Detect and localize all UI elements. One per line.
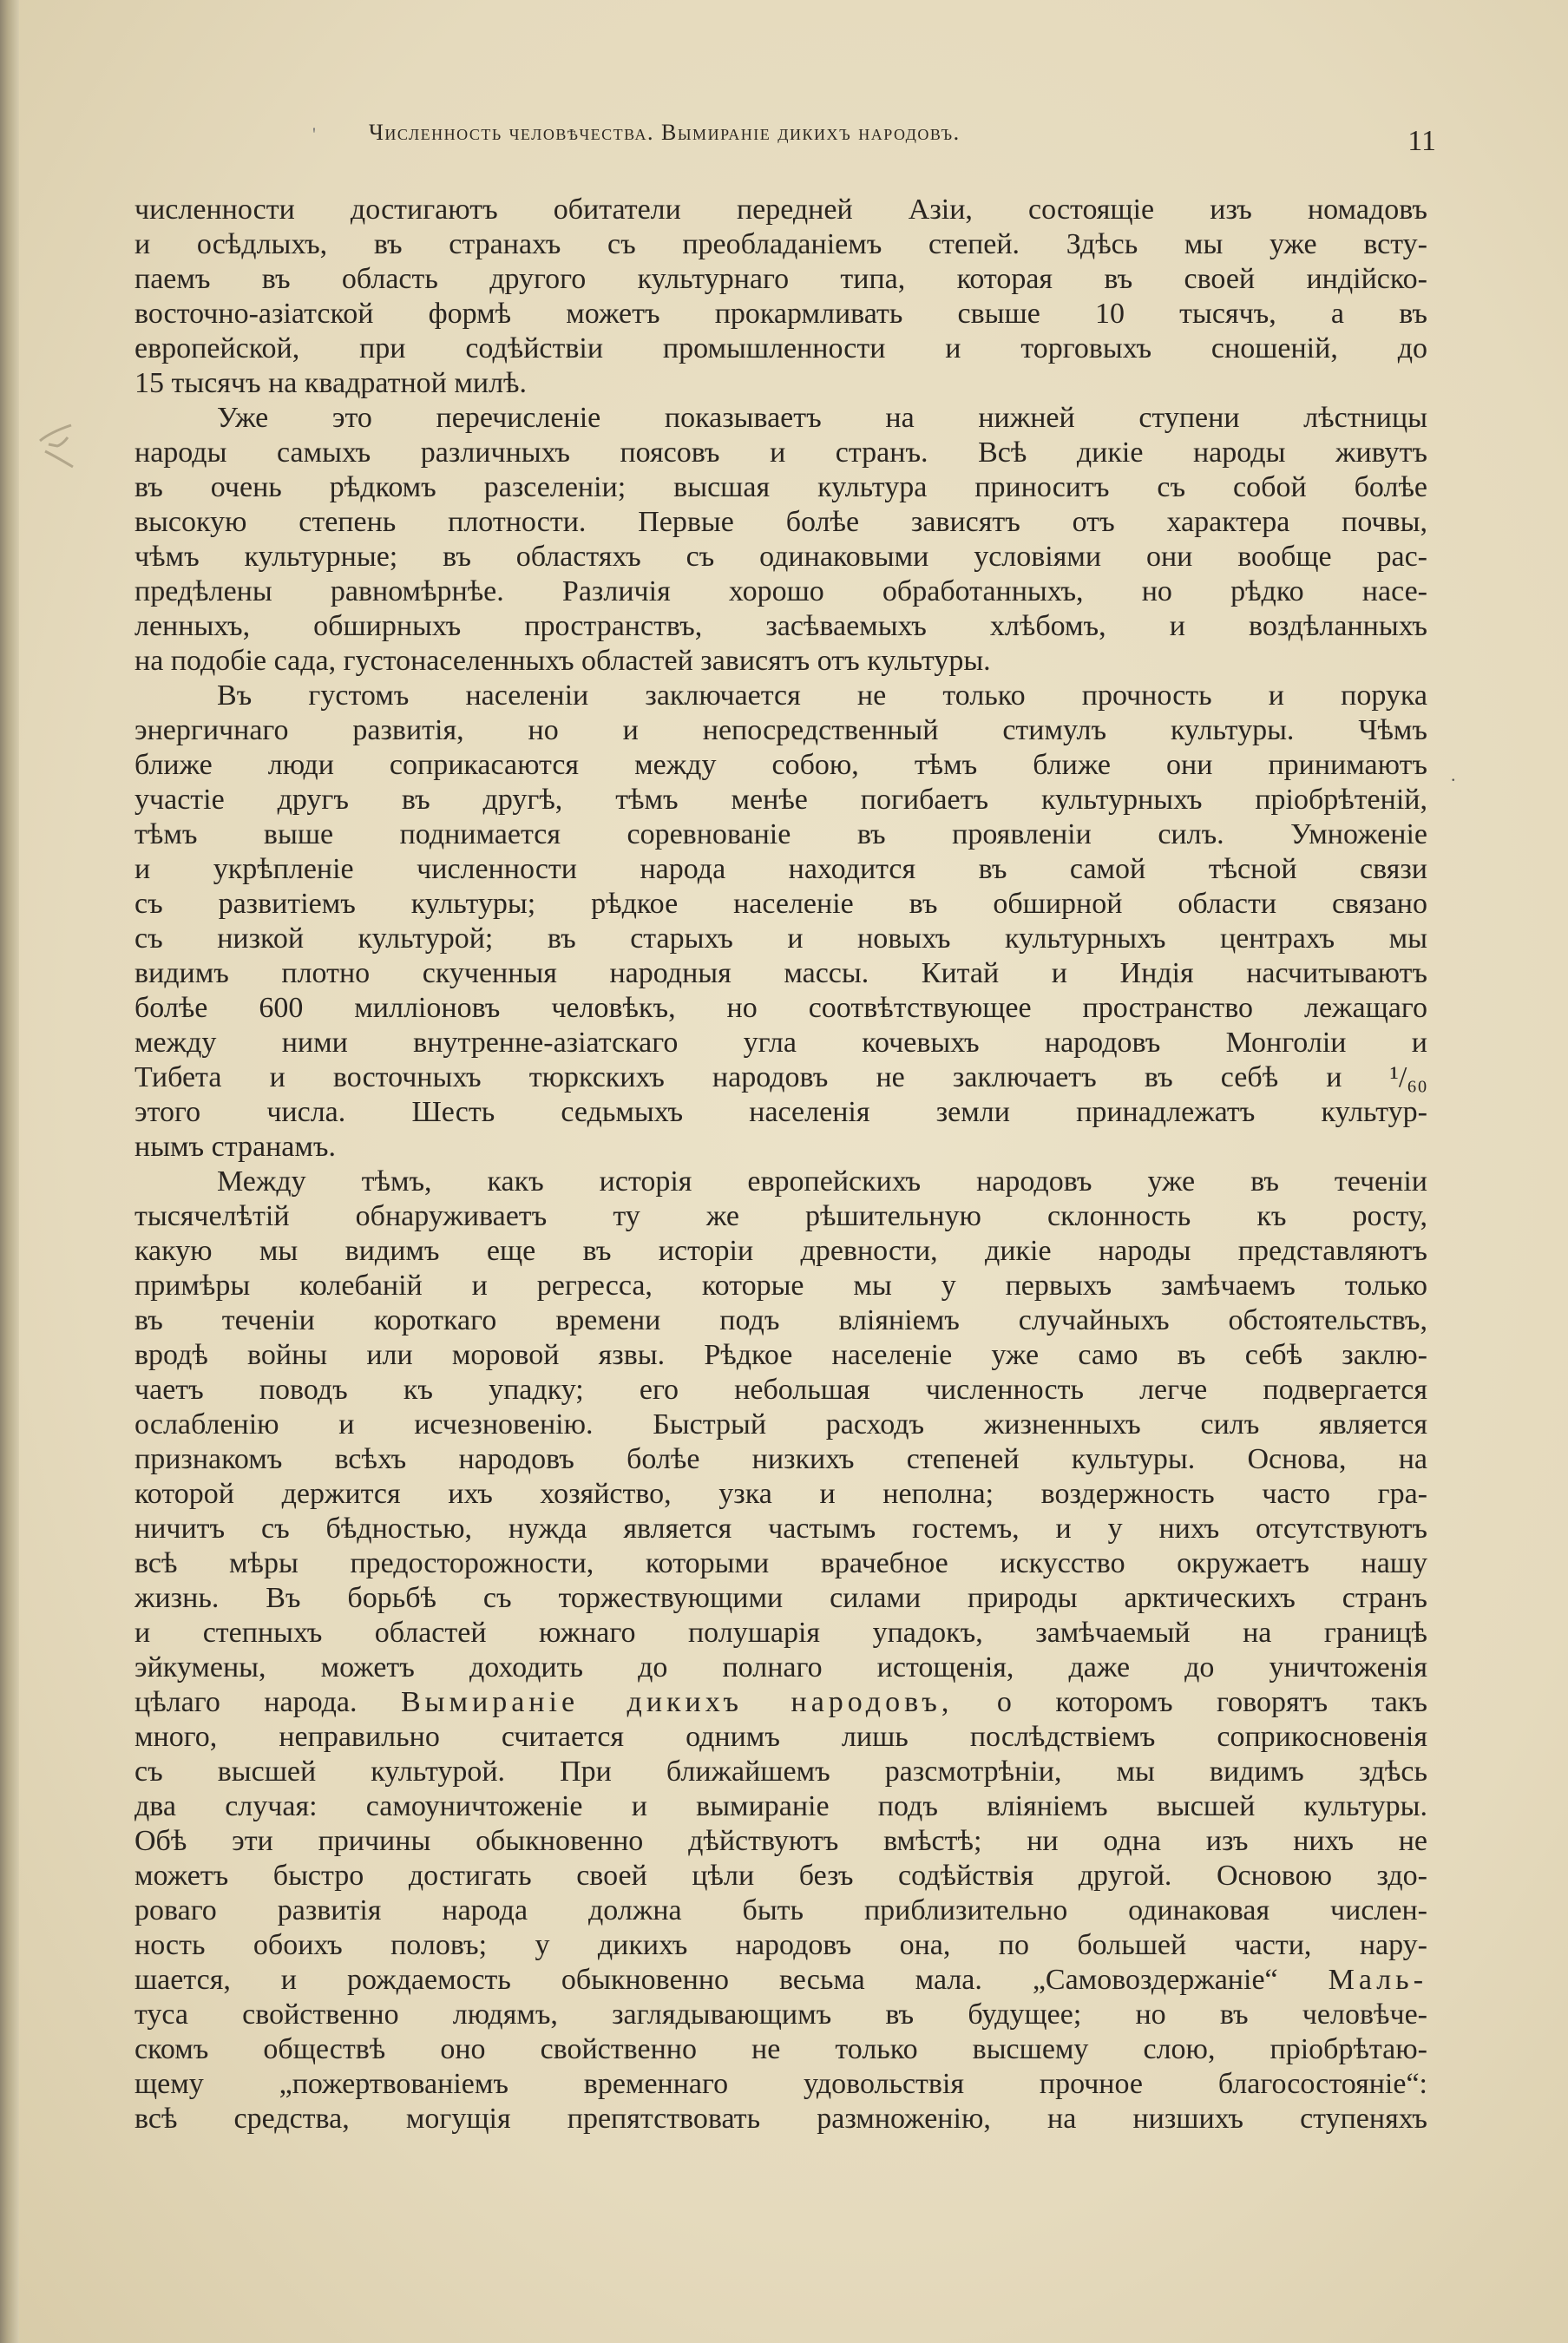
text-line: Уже это перечисленiе показываетъ на нижней ступени лѣстницы — [217, 402, 1427, 434]
text-line: ослабленiю и исчезновенiю. Быстрый расходъ жизненныхъ силъ является — [134, 1408, 1427, 1441]
text-line: всѣ средства, могущiя препятствовать размноженiю, на низшихъ ступеняхъ — [134, 2103, 1427, 2135]
text-line: всѣ мѣры предосторожности, которыми врачебное искусство окружаетъ нашу — [134, 1547, 1427, 1579]
text-line: два случая: самоуничтоженiе и вымиранiе подъ влiянiемъ высшей культуры. — [134, 1790, 1427, 1822]
text-line: туса свойственно людямъ, заглядывающимъ въ будущее; но въ человѣче- — [134, 1998, 1427, 2031]
text-line: примѣры колебанiй и регресса, которые мы у первыхъ замѣчаемъ только — [134, 1270, 1427, 1302]
text-line: жизнь. Въ борьбѣ съ торжествующими силами природы арктическихъ странъ — [134, 1582, 1427, 1614]
text-line: съ высшей культурой. При ближайшемъ разсмотрѣнiи, мы видимъ здѣсь — [134, 1756, 1427, 1788]
text-line: можетъ быстро достигать своей цѣли безъ содѣйствiя другой. Основою здо- — [134, 1860, 1427, 1892]
text-line: чаетъ поводъ къ упадку; его небольшая численность легче подвергается — [134, 1374, 1427, 1406]
text-line: и осѣдлыхъ, въ странахъ съ преобладанiемъ степей. Здѣсь мы уже всту- — [134, 228, 1427, 260]
text-line: паемъ въ область другого культурнаго типа, которая въ своей индiйско- — [134, 263, 1427, 295]
text-line: чѣмъ культурные; въ областяхъ съ одинаковыми условiями они вообще рас- — [134, 541, 1427, 573]
page-header — [134, 120, 1436, 172]
text-line-with-emphasis — [134, 1963, 1427, 1998]
text-line: Тибета и восточныхъ тюркскихъ народовъ не заключаетъ въ себѣ и ¹/₆₀ — [134, 1061, 1427, 1093]
page-number: 11 — [1407, 125, 1436, 157]
text-line: нымъ странамъ. — [134, 1131, 336, 1163]
paragraph-1 — [134, 193, 1427, 401]
text-line: и степныхъ областей южнаго полушарiя упадокъ, замѣчаемый на границѣ — [134, 1617, 1427, 1649]
page-binding-shadow — [0, 0, 19, 2343]
paragraph-3 — [134, 679, 1427, 1165]
text-line: признакомъ всѣхъ народовъ болѣе низкихъ степеней культуры. Основа, на — [134, 1443, 1427, 1475]
text-line: высокую степень плотности. Первые болѣе зависятъ отъ характера почвы, — [134, 506, 1427, 538]
text-line: Между тѣмъ, какъ исторiя европейскихъ народовъ уже въ теченiи — [217, 1165, 1427, 1198]
text-line: съ низкой культурой; въ старыхъ и новыхъ культурныхъ центрахъ мы — [134, 922, 1427, 955]
text-line: этого числа. Шесть седьмыхъ населенiя земли принадлежатъ культур- — [134, 1096, 1427, 1128]
page-body — [134, 193, 1427, 2136]
text-line: съ развитiемъ культуры; рѣдкое населенiе въ обширной области связано — [134, 888, 1427, 920]
text-segment: о которомъ говорятъ такъ — [953, 1686, 1427, 1718]
text-line: видимъ плотно скученныя народныя массы. Китай и Индiя насчитываютъ — [134, 957, 1427, 989]
text-segment: шается, и рождаемость обыкновенно весьма мала. „Самовоздержанiе“ — [134, 1964, 1278, 1996]
text-line: ленныхъ, обширныхъ пространствъ, засѣваемыхъ хлѣбомъ, и воздѣланныхъ — [134, 610, 1427, 642]
text-line: Обѣ эти причины обыкновенно дѣйствуютъ вмѣстѣ; ни одна изъ нихъ не — [134, 1825, 1427, 1857]
running-head: Численность человѣчества. Вымиранiе дикихъ народовъ. — [369, 120, 961, 145]
text-line: участiе другъ въ другѣ, тѣмъ менѣе погибаетъ культурныхъ прiобрѣтенiй, — [134, 784, 1427, 816]
text-line: эйкумены, можетъ доходить до полнаго истощенiя, даже до уничтоженiя — [134, 1651, 1427, 1683]
text-line: Въ густомъ населенiи заключается не только прочность и порука — [217, 679, 1427, 712]
text-line: ближе люди соприкасаются между собою, тѣмъ ближе они принимаютъ — [134, 749, 1427, 781]
text-line: между ними внутренне-азiатскаго угла кочевыхъ народовъ Монголiи и — [134, 1027, 1427, 1059]
text-line: на подобiе сада, густонаселенныхъ областей зависятъ отъ культуры. — [134, 645, 991, 677]
text-line: тѣмъ выше поднимается соревнованiе въ проявленiи силъ. Умноженiе — [134, 818, 1427, 850]
margin-ink-mark — [33, 406, 81, 484]
text-line: восточно-азiатской формѣ можетъ прокармливать свыше 10 тысячъ, а въ — [134, 298, 1427, 330]
text-line: ность обоихъ половъ; у дикихъ народовъ она, по большей части, нару- — [134, 1929, 1427, 1961]
text-line: энергичнаго развитiя, но и непосредственный стимулъ культуры. Чѣмъ — [134, 714, 1427, 746]
text-line: ничитъ съ бѣдностью, нужда является частымъ гостемъ, и у нихъ отсутствуютъ — [134, 1513, 1427, 1545]
text-line: болѣе 600 миллiоновъ человѣкъ, но соотвѣтствующее пространство лежащаго — [134, 992, 1427, 1024]
text-line: какую мы видимъ еще въ исторiи древности, дикiе народы представляютъ — [134, 1235, 1427, 1267]
text-line: численности достигаютъ обитатели передней Азiи, состоящiе изъ номадовъ — [134, 194, 1427, 226]
margin-dot: . — [1451, 764, 1456, 785]
text-line-with-emphasis — [134, 1685, 1427, 1720]
text-line: роваго развитiя народа должна быть приблизительно одинаковая числен- — [134, 1894, 1427, 1926]
text-line: тысячелѣтiй обнаруживаетъ ту же рѣшительную склонность къ росту, — [134, 1200, 1427, 1232]
text-line: въ очень рѣдкомъ разселенiи; высшая культура приноситъ съ собой болѣе — [134, 471, 1427, 503]
text-line: скомъ обществѣ оно свойственно не только высшему слою, прiобрѣтаю- — [134, 2033, 1427, 2065]
text-line: которой держится ихъ хозяйство, узка и неполна; воздержность часто гра- — [134, 1478, 1427, 1510]
text-line: вродѣ войны или моровой язвы. Рѣдкое населенiе уже само въ себѣ заклю- — [134, 1339, 1427, 1371]
paragraph-4 — [134, 1165, 1427, 2136]
text-line: и укрѣпленiе численности народа находится въ самой тѣсной связи — [134, 853, 1427, 885]
text-line: 15 тысячъ на квадратной милѣ. — [134, 367, 528, 399]
text-line: предѣлены равномѣрнѣе. Различiя хорошо обработанныхъ, но рѣдко насе- — [134, 575, 1427, 607]
emphasized-term: Вымиранiе дикихъ народовъ, — [400, 1686, 954, 1718]
text-line: щему „пожертвованiемъ временнаго удовольствiя прочное благосостоянiе“: — [134, 2068, 1427, 2100]
text-line: европейской, при содѣйствiи промышленности и торговыхъ сношенiй, до — [134, 332, 1427, 364]
text-line: народы самыхъ различныхъ поясовъ и странъ. Всѣ дикiе народы живутъ — [134, 436, 1427, 469]
emphasized-term: Маль- — [1328, 1964, 1427, 1996]
text-segment: цѣлаго народа. — [134, 1686, 358, 1718]
paragraph-2 — [134, 401, 1427, 679]
text-line: много, неправильно считается однимъ лишь послѣдствiемъ соприкосновенiя — [134, 1721, 1427, 1753]
header-tick: ' — [312, 123, 316, 145]
text-line: въ теченiи короткаго времени подъ влiянiемъ случайныхъ обстоятельствъ, — [134, 1304, 1427, 1336]
